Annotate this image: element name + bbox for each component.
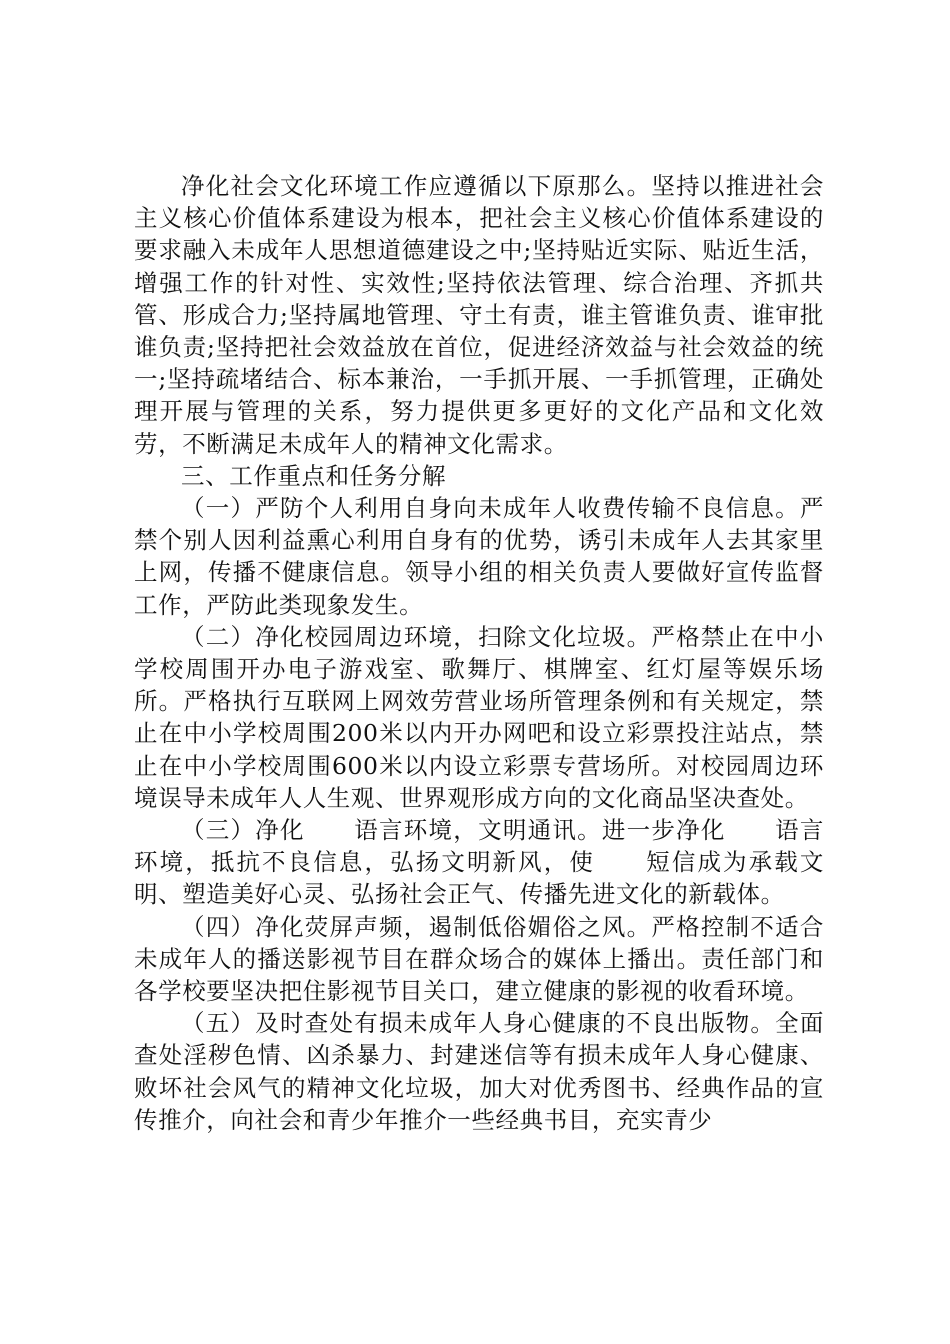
- item-3-paragraph: （三）净化 语言环境，文明通讯。进一步净化 语言环境，抵抗不良信息，弘扬文明新风，使 短信成为承载文明、塑造美好心灵、弘扬社会正气、传播先进文化的新载体。: [134, 816, 824, 909]
- principles-paragraph: 净化社会文化环境工作应遵循以下原那么。坚持以推进社会主义核心价值体系建设为根本，把社会主义核心价值体系建设的要求融入未成年人思想道德建设之中;坚持贴近实际、贴近生活，增强工作的针对性、实效性;坚持依法管理、综合治理、齐抓共管、形成合力;坚持属地管理、守土有责，谁主管谁负责、谁审批谁负责;坚持把社会效益放在首位，促进经济效益与社会效益的统一;坚持疏堵结合、标本兼治，一手抓开展、一手抓管理，正确处理开展与管理的关系，努力提供更多更好的文化产品和文化效劳，不断满足未成年人的精神文化需求。: [134, 172, 824, 458]
- document-body: [134, 170, 824, 1136]
- item-4-paragraph: （四）净化荧屏声频，遏制低俗媚俗之风。严格控制不适合未成年人的播送影视节目在群众场合的媒体上播出。责任部门和各学校要坚决把住影视节目关口，建立健康的影视的收看环境。: [134, 912, 824, 1006]
- section-heading: 三、工作重点和任务分解: [181, 461, 447, 490]
- item-5-paragraph: （五）及时查处有损未成年人身心健康的不良出版物。全面查处淫秽色情、凶杀暴力、封建迷信等有损未成年人身心健康、败坏社会风气的精神文化垃圾，加大对优秀图书、经典作品的宣传推介，向社会和青少年推介一些经典书目，充实青少: [134, 1009, 824, 1134]
- item-2-paragraph: （二）净化校园周边环境，扫除文化垃圾。严格禁止在中小学校周围开办电子游戏室、歌舞厅、棋牌室、红灯屋等娱乐场所。严格执行互联网上网效劳营业场所管理条例和有关规定，禁止在中小学校周围200米以内开办网吧和设立彩票投注站点，禁止在中小学校周围600米以内设立彩票专营场所。对校园周边环境误导未成年人人生观、世界观形成方向的文化商品坚决查处。: [134, 622, 824, 812]
- item-1-paragraph: （一）严防个人利用自身向未成年人收费传输不良信息。严禁个别人因利益熏心利用自身有的优势，诱引未成年人去其家里上网，传播不健康信息。领导小组的相关负责人要做好宣传监督工作，严防此类现象发生。: [134, 494, 824, 619]
